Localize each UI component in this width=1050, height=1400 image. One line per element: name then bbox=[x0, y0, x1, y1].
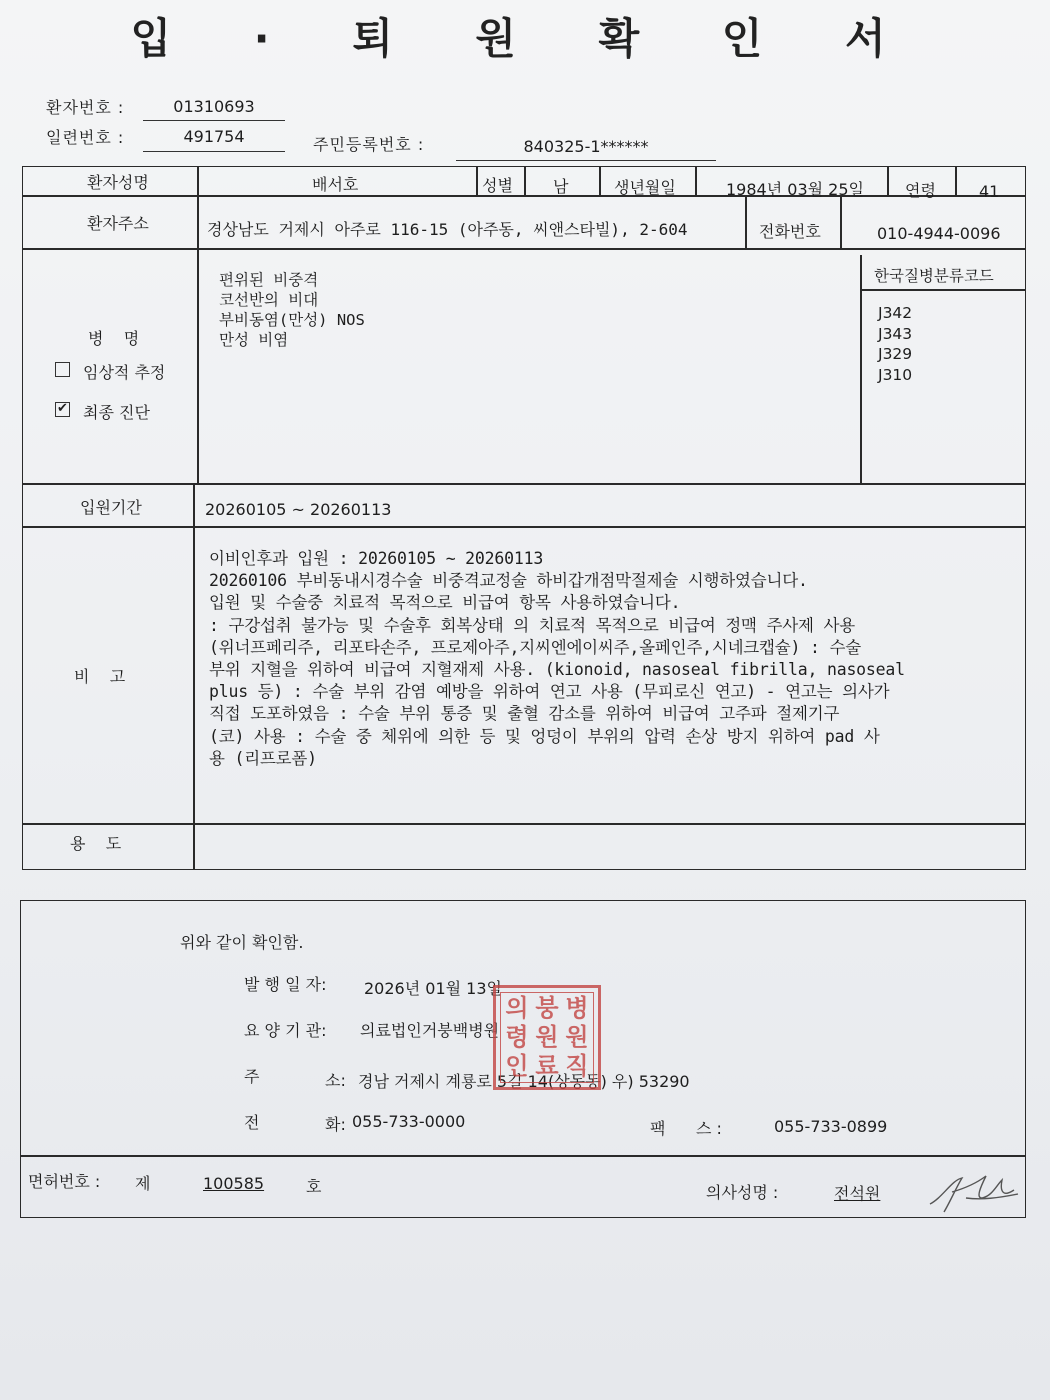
patient-sex: 남 bbox=[553, 177, 569, 196]
col-line bbox=[887, 166, 889, 195]
patient-no: 01310693 bbox=[173, 97, 255, 116]
license-prefix: 제 bbox=[135, 1174, 151, 1193]
age-label: 연령 bbox=[905, 181, 936, 200]
resident-no-underline bbox=[456, 160, 716, 161]
col-line bbox=[193, 483, 195, 870]
kcd-code: J343 bbox=[878, 324, 913, 343]
seal-characters bbox=[502, 994, 592, 1081]
kcd-code-header: 한국질병분류코드 bbox=[874, 267, 994, 285]
col-line bbox=[197, 166, 199, 483]
institution-label: 요 양 기 관: bbox=[244, 1021, 327, 1040]
row-line bbox=[22, 823, 1026, 825]
row-line bbox=[22, 483, 1026, 485]
serial-no-underline bbox=[143, 151, 285, 152]
hospital-seal bbox=[493, 985, 601, 1090]
phone-label: 전화번호 bbox=[759, 222, 821, 241]
col-line bbox=[599, 166, 601, 195]
col-line bbox=[695, 166, 697, 195]
serial-no-label: 일련번호 : bbox=[46, 128, 125, 147]
kcd-code: J310 bbox=[878, 365, 913, 384]
final-checkbox[interactable] bbox=[55, 402, 70, 417]
resident-no: 840325-1****** bbox=[523, 137, 649, 156]
usage-label: 용 도 bbox=[70, 834, 122, 853]
address-label-1: 주 bbox=[244, 1067, 260, 1086]
seal-char: 직 bbox=[565, 1052, 589, 1080]
institution-address: 경남 거제시 계룡로 5길 14(상동동) 우) 53290 bbox=[358, 1072, 690, 1091]
issue-date-label: 발 행 일 자: bbox=[244, 975, 327, 994]
admission-label: 입원기간 bbox=[80, 498, 142, 517]
kcd-code-list bbox=[878, 303, 912, 385]
remark-line: 용 (리프로폼) bbox=[209, 748, 317, 768]
address-label: 환자주소 bbox=[87, 214, 149, 233]
patient-no-underline bbox=[143, 120, 285, 121]
license-label: 면허번호 : bbox=[28, 1172, 101, 1191]
col-line bbox=[955, 166, 957, 195]
remark-line: (위너프페리주, 리포타손주, 프로제아주,지씨엔에이씨주,올페인주,시네크캡슐) : 수술 bbox=[209, 637, 861, 657]
name-label: 환자성명 bbox=[87, 173, 149, 192]
clinical-checkbox[interactable] bbox=[55, 362, 70, 377]
seal-char: 의 bbox=[505, 994, 529, 1022]
address-label-2: 소: bbox=[325, 1071, 346, 1090]
col-line bbox=[840, 195, 842, 248]
phone-label-1: 전 bbox=[244, 1113, 260, 1132]
diagnosis-item: 부비동염(만성) NOS bbox=[219, 311, 365, 329]
serial-no: 491754 bbox=[183, 127, 245, 146]
seal-char: 병 bbox=[565, 994, 589, 1022]
final-check-mark: ✔ bbox=[57, 401, 68, 416]
issue-date: 2026년 01월 13일 bbox=[364, 979, 502, 998]
doctor-signature-icon bbox=[922, 1168, 1022, 1216]
admission-period: 20260105 ~ 20260113 bbox=[205, 500, 392, 519]
row-line bbox=[860, 289, 1026, 291]
col-line bbox=[745, 195, 747, 248]
phone-label-2: 화: bbox=[325, 1115, 346, 1134]
seal-char: 료 bbox=[535, 1052, 559, 1080]
confirmation-statement: 위와 같이 확인함. bbox=[180, 933, 304, 952]
remark-line: 부위 지혈을 위하여 비급여 지혈재제 사용. (kionoid, nasoseal fibrilla, nasoseal bbox=[209, 660, 905, 680]
clinical-label: 임상적 추정 bbox=[83, 363, 166, 382]
patient-no-label: 환자번호 : bbox=[46, 98, 125, 117]
resident-no-label: 주민등록번호 : bbox=[313, 135, 425, 154]
remarks-text bbox=[209, 548, 905, 770]
remark-line: 입원 및 수술중 치료적 목적으로 비급여 항목 사용하였습니다. bbox=[209, 593, 681, 613]
license-suffix: 호 bbox=[306, 1177, 322, 1196]
sex-label: 성별 bbox=[482, 176, 513, 195]
row-line bbox=[20, 1155, 1026, 1157]
diagnosis-item: 만성 비염 bbox=[219, 331, 289, 349]
kcd-code: J342 bbox=[878, 304, 913, 322]
patient-age: 41 bbox=[979, 182, 1000, 201]
diagnosis-item: 편위된 비중격 bbox=[219, 271, 319, 289]
remarks-label: 비 고 bbox=[74, 667, 126, 686]
doctor-label: 의사성명 : bbox=[706, 1183, 779, 1202]
diagnosis-label: 병 명 bbox=[88, 329, 140, 348]
seal-char: 붕 bbox=[535, 994, 559, 1022]
diagnosis-item: 코선반의 비대 bbox=[219, 291, 319, 309]
remark-line: 이비인후과 입원 : 20260105 ~ 20260113 bbox=[209, 549, 544, 568]
seal-char: 원 bbox=[535, 1023, 559, 1051]
institution-fax: 055-733-0899 bbox=[774, 1117, 888, 1136]
doctor-name: 전석원 bbox=[834, 1184, 881, 1203]
fax-label: 팩 스 : bbox=[650, 1119, 722, 1138]
license-number: 100585 bbox=[203, 1174, 265, 1193]
remark-line: 직접 도포하였음 : 수술 부위 통증 및 출혈 감소를 위하여 비급여 고주파 절제기구 bbox=[209, 704, 840, 724]
final-label: 최종 진단 bbox=[83, 403, 150, 422]
row-line bbox=[22, 195, 1026, 197]
col-line bbox=[524, 166, 526, 195]
patient-phone: 010-4944-0096 bbox=[877, 224, 1001, 243]
remark-line: 20260106 부비동내시경수술 비중격교정술 하비갑개점막절제술 시행하였습니다. bbox=[209, 571, 808, 591]
diagnosis-list bbox=[219, 270, 365, 350]
seal-char: 인 bbox=[505, 1052, 529, 1080]
col-line bbox=[476, 166, 478, 195]
institution-phone: 055-733-0000 bbox=[352, 1112, 466, 1131]
seal-char: 원 bbox=[565, 1023, 589, 1051]
patient-name: 배서호 bbox=[312, 175, 359, 194]
seal-char: 령 bbox=[505, 1023, 529, 1051]
dob-label: 생년월일 bbox=[614, 178, 676, 197]
row-line bbox=[22, 526, 1026, 528]
patient-dob: 1984년 03월 25일 bbox=[726, 180, 864, 199]
patient-address: 경상남도 거제시 아주로 116-15 (아주동, 씨앤스타빌), 2-604 bbox=[207, 220, 688, 239]
document-title: 입 · 퇴 원 확 인 서 bbox=[130, 14, 920, 63]
remark-line: : 구강섭취 불가능 및 수술후 회복상태 의 치료적 목적으로 비급여 정맥 주사제 사용 bbox=[209, 615, 855, 635]
row-line bbox=[22, 248, 1026, 250]
remark-line: (코) 사용 : 수술 중 체위에 의한 등 및 엉덩이 부위의 압력 손상 방지 위하여 pad 사 bbox=[209, 726, 880, 746]
institution-name: 의료법인거붕백병원 bbox=[360, 1021, 500, 1040]
remark-line: plus 등) : 수술 부위 감염 예방을 위하여 연고 사용 (무피로신 연고) - 연고는 의사가 bbox=[209, 682, 890, 702]
kcd-code: J329 bbox=[878, 345, 913, 363]
